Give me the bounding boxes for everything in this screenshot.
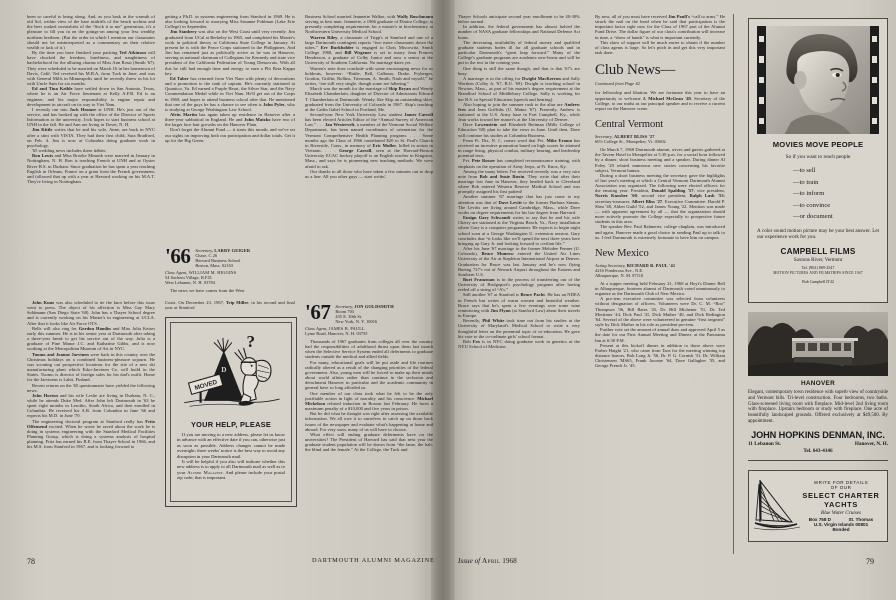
secretary-address-3: New York, N. Y. 10016 — [335, 319, 378, 324]
campbell-brand: CAMPBELL FILMS — [780, 246, 856, 256]
secretary-address-2: Harvard Business School — [195, 258, 241, 263]
paragraph: March was the month for the marriage of Skip Bryan and Wendy Elizabeth Chamberlain, daughter of Director of Admissions Edward T. Chamberlain at Dartmouth. Wendy, like Skip an outstanding skier, graduated from the University of Colorado in 1967. Skip's teaching at the Catlin Gabel School in Portland, Me. — [305, 86, 433, 112]
paragraph: John Kunz was also scheduled to tie the knot before this issue went to press. The object of his affection is Miss Gay Mary Soldmann (San Diego State '68). John has a Thayer School degree and is currently working on his Master's in engineering at UCLA. After that it looks like Air Force OTS. — [27, 300, 155, 326]
campbell-tagline: MOTION PICTURES AND FILMSTRIPS SINCE 1947 — [773, 271, 863, 276]
denman-city: Hanover, N. H. — [854, 440, 888, 447]
paragraph: At a supper meeting held February 21, 1968 at Hoyt's Dinner Bell in Albuquerque, fourteen alumni of Dartmouth voted unanimously to organize as the Dartmouth Club of New Mexico. — [595, 280, 725, 297]
paragraph: It will be helpful if you also will indicate whether this new address is to apply to all Dartmouth mail as well as to your Alumni Magazine. And please include your postal zip code; that is important. — [177, 459, 285, 481]
class-agent-info — [165, 270, 295, 285]
yacht-ad-layout — [754, 475, 882, 537]
club-heading-new-mexico: New Mexico — [595, 247, 649, 259]
sprocket-hole — [759, 118, 764, 125]
house-ad-body — [177, 432, 285, 481]
paragraph: In addition, the federal government has almost halved the number of NASA graduate fellowships and National Defense Act loans. — [458, 24, 580, 40]
sprocket-hole — [872, 77, 877, 84]
paragraph: Jim Stanbery was also on the West Coast until very recently. Jim graduated from UCal at Berkeley in 1965, and completed his Master's work in political theory at California State College in January. At present he is with the Peace Corps stationed in the Philippines. And Jim has remained just as politically active as he was in Hanover, serving as national chairman of Collegians for Kennedy and state vice president of the California Federation of Young Democrats. With all this he still had enough time and energy to earn a Phi Beta Kappa key. — [165, 29, 295, 76]
yacht-line-1: WRITE FOR DETAILS — [813, 480, 869, 485]
paragraph: Dave Lowenstein and Elizabeth Reitman (Mills College of Education '68) plan to take the vows in June. Until then, Dave will continue his studies at Columbia Business. — [458, 122, 580, 138]
right-col-2 — [595, 14, 725, 548]
cartoon-svg — [177, 328, 285, 418]
paragraph: One thing is still the same though, and that is that '67's are busy. — [458, 65, 580, 76]
class-secretary-info — [195, 247, 250, 268]
paragraph: Still another '67 at Stanford is Bruce Pacht. He has an NDEA in French but writes of warm women and beautiful weather. Bruce says that he's spent a few evenings over some wine reminiscing with Jim Flynn (at Stanford Law) about their travels in Europe. — [458, 292, 580, 319]
paragraph: been so careful to bring along. And, as you bask in the warmth of old Sol, within view of the bare midriffs of the beach urchins and the beer soaked sweatshirts of the “Sock it to me” generation, it's a pleasure to fill you in on the goings-on among your less wealthy northern brethren. (But the order in which I mention our classmates should not be misinterpreted as a commentary on their relative wealth or lack of it.) — [27, 14, 155, 50]
paragraph: A pro-tem executive committee was selected from volunteers without designation of officers. Volunteers were Dr. C. M. “Roo” Thompson '36, Bill Bates '45, Dr. Bill Michener '51, Dr. Ted Mortimer '44, Dick Paul '41, Dick Mather '40, and Dick Redington '64. Several of the above were volunteered in genuine “first sergeant” style by Dick Mather in his role as president pro-tem. — [595, 296, 725, 328]
secretary-label: Secretary, — [195, 248, 215, 253]
secretary-name: LARRY GEIGER — [214, 248, 251, 253]
john-hopkins-denman-advertisement — [748, 312, 888, 457]
secretary-address-2: 435 E. 30th St. — [335, 314, 363, 319]
secretary-name: JON GOLDSMITH — [354, 304, 394, 309]
paragraph: getting a Ph.D. in systems engineering from Stanford in 1969. He is also looking forward to marrying Miss Susanne Pohlman (Lake Erie College) in September. — [165, 14, 295, 30]
campbell-location: Saxtons River, Vermont — [793, 257, 843, 264]
filmstrip-photo-frame — [757, 26, 879, 134]
paragraph: Jim Kittle writes that he and his wife, Anne, are back in NYC after a stint with VISTA. They had their first child, Sara Bradford, on Feb. 4. Jim is now at Columbia doing graduate work in psychology. — [27, 127, 155, 148]
yacht-tagline: Blue Water Cruises — [820, 510, 862, 516]
agent-address-1: Lyme Road, Hanover, N. H. 03755 — [305, 331, 368, 336]
paragraph: Warren Riley, a classmate of Tripp's at Stanford and one of a large Dartmouth contingent reports “two more classmates down the tubes.” Erv Burkholder is engaged to Chris Miscowitz, Smith College 1968, and Bill Wegener is set to marry Jean Frances Henderson, a graduate of Colby Junior and now a senior at the University of Southern California. No marriage dates yet. — [305, 34, 433, 66]
class-header — [165, 247, 295, 268]
yacht-city: St. Thomas — [848, 517, 874, 522]
running-head-issue-label: Issue of — [458, 557, 482, 565]
class-header — [305, 303, 433, 324]
paragraph: Coast. On December 23, 1967, Trip Miller, in his second and final year at Stanford — [165, 300, 295, 311]
left-col-2 — [165, 14, 295, 246]
paragraph: Burt Franzman is in the process of transferring out of the University of Bridgeport's psychology program after having reeled off a string of “A's.” — [458, 276, 580, 293]
secretary-address: 60½ College St., Montpelier, Vt. 05602 — [595, 139, 666, 145]
paragraph: Warren's note does conclude with some encouraging news for us holdouts, however: “Battle, Bell, Calhoun, Drake, Fryberger, Gordon, Griffin, Rollins, Triesman, A. Smith, Nash and myself,” he writes, “are still very single, though some are faltering.” — [305, 65, 433, 87]
secretary-address-2: Albuquerque, N. M. 87110 — [595, 272, 644, 278]
campbell-bullet: —to convince — [793, 201, 831, 209]
yacht-box: Box 758 D — [808, 517, 831, 522]
class-year: '66 — [165, 247, 191, 268]
paragraph: Ed and Tina Keible have settled down in San Antonio, Texas, where he is an Air Force lieutenant at Kelly A.F.B. Ed is an engineer, and his major responsibility is engine repair and development in aircraft on its way to Viet Nam. — [27, 86, 155, 107]
paragraph: Ensign Gary Schwandt writes to say that he and his wife Cherry are stationed at the Virginia Beach, Va., Navy installation where Gary is a computer programmer. He expects to begin night school soon at a George Washington U. extension session. Gary concludes that “it looks like we'll spend the next three years here bringing up Gary Jr. and looking forward to civilian life.” — [458, 215, 580, 246]
paragraph: From Ft. Dix, N. J., comes word that Pvt. Mike Eramo has received an incentive promotion based on high scores he attained in range firing, physical combat, military bearing, and leadership potential tests. — [458, 137, 580, 159]
paragraph: I recently ran into Jock Hosmer at UNH. He's just out of the service, and has hooked up with the office of the Director of Sports Information at the university. Jock hopes to start business school at UNH in the fall. He and Ann are living in Dover, N. H. — [27, 106, 155, 128]
svg-text:D: D — [221, 366, 227, 375]
paragraph: Ed Taber has returned from Viet Nam with plenty of decorations and a promotion to the rank of captain. He's currently stationed at Quantico, Va. Ed earned a Purple Heart, the Silver Star, and the Navy Commendation Medal while in Viet Nam. He'll get out of the Corps in 1969, and hopes to attend business school after that. He mentioned that one of the guys he has a chance to see often is John Pyles, who is studying at George Washington Law School. — [165, 75, 295, 112]
class-of-1966-block — [165, 247, 295, 307]
advertisement-column-rule — [733, 14, 734, 554]
paragraph: Among the many letters I've received recently was a very nice note from Bob and Susie Ruxin. They write that after their marriage last June in Hanover, they headed back to Cleveland where Bob entered Western Reserve Medical School and was promptly assigned his first patient! — [458, 168, 580, 195]
campbell-headline: MOVIES MOVE PEOPLE — [772, 140, 864, 149]
svg-text:MOVED: MOVED — [193, 378, 219, 392]
select-charter-yachts-advertisement — [748, 470, 888, 542]
sprocket-hole — [759, 97, 764, 104]
yacht-ad-copy — [800, 480, 882, 532]
agent-name: WILLIAM M. HIGGINS — [188, 270, 237, 275]
sprocket-hole — [872, 118, 877, 125]
sailboat-svg — [754, 478, 800, 534]
class-of-1967-block — [305, 303, 433, 548]
denman-address-line — [748, 441, 888, 447]
folio-page-78: 78 — [27, 557, 35, 566]
filmstrip-sprockets-left — [757, 26, 766, 134]
agent-label: Class Agent, — [305, 326, 329, 331]
club-heading-central-vermont: Central Vermont — [595, 119, 664, 131]
paragraph: '65 wedding news includes these tidbits: — [32, 148, 107, 154]
paragraph: The news we have comes from the West — [170, 288, 245, 293]
paragraph: Don't forget the Alumni Fund — it starts this month, and we've set our sights on improving both our participation and dollar totals. Get it up for the Big Green. — [165, 127, 295, 143]
sprocket-hole — [759, 36, 764, 43]
paragraph: Ron Lewis and Miss Brooke Minarik were married in January in Nottingham, N. H. Ron is teaching French at UNH and at Oyster River H.S. in Durham. Since graduation he has spent a year teaching English in Orleans, France on a grant from the French government, and followed that up with a year at Harvard working on his M.A.T. They're living in Nottingham. — [27, 153, 155, 184]
paragraph: This show of support will be much easier to obtain if the number of class agents is large. So let's pitch in and get this very important task done. — [595, 39, 725, 56]
left-col-1-lower — [27, 300, 155, 548]
house-ad-title: YOUR HELP, PLEASE — [190, 420, 272, 429]
book-gutter — [431, 0, 455, 600]
house-photo-svg — [748, 312, 888, 376]
paragraph: Bells will also ring for Gordon Hamlin and Miss Julia Keiser early this summer. He is in his senior year at Dartmouth after taking a three-year break to get his service out of the way. Julia is a graduate of Pine Manor J.C. and Katharine Gibbs, and is now working at the Metropolitan Museum of Art in NYC. — [27, 325, 155, 352]
denman-street: 11 Lebanon St. — [748, 440, 782, 447]
sprocket-hole — [759, 56, 764, 63]
denman-listing-title: HANOVER — [800, 380, 836, 387]
paragraph: Recently, Phil White took time out from his studies at the University of Maryland's Medical School to write a very thoughtful letter on the perennial topic of co-education. He gave his vote to the co-ordinate girls' school format. — [458, 318, 580, 339]
indian-teepee-cartoon — [177, 328, 285, 418]
paragraph: Another summer '67 marriage that has just come to my attention was that of Dave Levitt to the former Barbara Simms. The Levitts are living around Cambridge, Mass., while Dave works on degree requirements for his law degree from Harvard. — [458, 194, 580, 215]
paragraph: The decreasing availability of federal money and qualified graduate students bodes ill for all graduate schools and in particular Dartmouth's “great leap forward.” Many of the College's graduate programs are academic new-borns and will be put to the test in the coming year. — [458, 39, 580, 66]
paragraph: But he did what he thought was right after assessing the available information. We all owe it to ourselves to catch up on those back issues of the newspaper and evaluate what's happening at home and abroad. For very soon, many of us will have to choose. — [305, 411, 433, 432]
secretary-address-1: 4216 Ponderosa Ave., N.E. — [595, 267, 644, 273]
paragraph: Second-year New York University Law student James Carroll has been elected Articles Editor of the “Annual Survey of American Law.” . . . Jan Westervelt, a member of the Vermont Social Welfare Department, has been named coordinator of orientation for the Vermont Comprehensive Health Planning program. . . . Some months ago the Class of 1966 contributed $20 to St. Paul's Church in Riverside, Conn., in memory of Eric Muller, killed in action in Vietnam. . . . George Carroll, seen at the Harvard-Boston University ECAC hockey playoff is an English teacher in Kingston, Mass., and says he is pioneering new teaching methods. We were afraid to ask. — [305, 111, 433, 169]
campbell-bullet: —to sell — [793, 167, 816, 174]
paragraph: On March 7, 1968 Dartmouth alumni, wives and guests gathered at the Tavern Hotel in Montpelier at 5:30 p.m. for a social hour followed by a dinner, short business meeting and a speaker. During dinner Al Foley '20 related numerous new stories concerning his favorite subject, Vermont humor. — [595, 147, 725, 173]
paragraph: By the time you have finished your packing Ted Atkinson will have chucked the freedom, loneliness, and naughtiness of bachelorhood for the alluring charms of Miss Ann Rossi (Smith '67). They were scheduled to be married on March 16 in her hometown of Davis, Calif. Ted received his M.B.A. from Tuck in June, and was with General Mills in Minneapolis until he recently threw in his lot with Uncle Sam for six months. — [27, 50, 155, 87]
yacht-region: U.S. Virgin Islands 00801 — [813, 522, 869, 527]
paragraph: By now, all of you must have received Jim Paull's “call to arms.” He struck the nail on the head when he said that participation is the important factor right now for the Class of 1967 part of the Alumni Fund Drive. The dollar figure of our class's contribution will increase in time, a “show of hands” is what is important currently. — [595, 14, 725, 40]
paragraph: One member of our class took what he felt to be the only justifiable action in light of morality and his conscience. Michael Mickelson refused induction in Boston last February. He faces a maximum penalty of a $10,000 and five years in prison. — [305, 390, 433, 412]
secretary-label: Secretary, — [595, 134, 614, 140]
paragraph: for fellowship and libation. We are fortunate this year to have an opportunity to welcome J. Michael McGean '49, Secretary of the College, to our midst as our principal speaker and to receive a current report on the Hanover scene. — [595, 90, 725, 111]
denman-listing-body: Elegant, contemporary town residence with superb view of countryside and Vermont hills. Tri-level construction. Four bedrooms, two baths. Glass-screened living room with fireplace. Mid-level 2nd living room with fireplace. Upstairs bedroom or study with fireplace. One acre of beautifully landscaped grounds. Offered exclusively at $49,500. By appointment. — [748, 390, 888, 424]
sprocket-hole — [759, 77, 764, 84]
campbell-bullet: —to inform — [793, 190, 825, 197]
campbell-films-advertisement — [748, 18, 888, 303]
boy-portrait-svg — [766, 26, 870, 134]
paragraph: Further vote set the amount of annual dues and approved April 5 as the date for our First Annual Meeting and Dinner, at the Panorama Inn at 6:30 P.M. — [595, 327, 725, 343]
svg-text:?: ? — [246, 331, 256, 351]
paragraph: Bob Fox is in NYC doing graduate work in genetics at the NYU School of Medicine. — [458, 338, 580, 349]
running-head-right — [458, 557, 517, 565]
secretary-address-1: Room 703 — [335, 309, 355, 314]
campbell-tail-copy: A color sound motion picture may be your best answer. Let our experience work for you. — [757, 227, 879, 240]
agent-label: Class Agent, — [165, 270, 189, 275]
denman-telephone: Tel. 643-4146 — [803, 448, 833, 455]
left-col-1 — [27, 14, 155, 314]
campbell-lead: So if you want to reach people — [785, 154, 851, 160]
paragraph: If you are moving to a new address, please let us know in advance with an effective date if you can, otherwise just as soon as possible. Address changes cannot be made overnight; three weeks' notice is the best way to avoid any disruption in your Dartmouth mail. — [177, 432, 285, 459]
paragraph: Business School married Jeannette Walker, with Wally Buschmann serving as best man. Jeannette, a 1966 graduate of Elmira College, is presently completing requirements for a master's in biochemistry at Northwestern University Medical School. — [305, 14, 433, 35]
yacht-line-3: SELECT CHARTER — [802, 491, 880, 500]
photo-of-boy — [766, 26, 870, 134]
campbell-bullet: —or document — [793, 213, 833, 220]
paragraph: Also hoping to join the summer rush to the altar are Andrew Ives and Jean Griffiths (U. Maine '67). Presently, Andrew is stationed at the U.S. Army base in Fort Campbell, Ky., while Jean works toward her master's at the University of Denver. — [458, 101, 580, 123]
secretary-label: Acting Secretary, — [595, 262, 627, 268]
folio-page-79: 79 — [866, 557, 874, 566]
sprocket-hole — [872, 36, 877, 43]
filmstrip-sprockets-right — [870, 26, 879, 134]
running-head-month: April — [481, 557, 501, 565]
paragraph: John Horton and his wife Leslie are living in Durham, N. C., while he attends Duke Med. After John left Dartmouth in '63 he spent eight months in Lesotho, South Africa, and then enrolled in Columbia. He received his A.B. from Columbia in June '66 and expects his M.D. in June '70. — [27, 392, 155, 419]
paragraph: Thousands of 1967 graduates from colleges all over the country had the responsibilities of adulthood thrust upon them last month when the Selective Service System ended all deferments to graduate students outside the medical and allied fields. — [305, 339, 433, 360]
agent-address-2: West Lebanon, N. H. 03784 — [165, 280, 215, 285]
secretary-address-3: Boston, Mass. 02163 — [195, 263, 234, 268]
club-news-heading: Club News— — [595, 62, 676, 79]
secretary-name: ALBERT BLISS '27 — [613, 134, 655, 140]
paragraph: The speaker Rev. Paul Rahmeier, college chaplain, was introduced and again, Hanover made a good choice in sending Paul up to talk to us. I feel Dartmouth is extremely fortunate to have him on campus. — [595, 224, 725, 240]
paragraph: After his June '67 marriage to the former Melodee Penner (U. Colorado), Bruce Munrow entered the United Air Lines University of the Air at Stapleton International Airport in Denver. Graduation for Bruce was last January and he's now flying Boeing 727's out of Newark Airport throughout the Eastern and Southern U.S. — [458, 246, 580, 277]
campbell-signature: Bob Campbell D'42 — [802, 279, 834, 285]
yacht-bonded: Bonded — [832, 527, 850, 532]
agent-name: JAMES B. PAULL — [328, 326, 365, 331]
left-col-2-lower — [165, 300, 295, 316]
paragraph: Tuomo and Joanne Jarvinen were back in this country over the Christmas holidays on a combined business-pleasure sojourn. He was scouting out prospective locations for the site of a new ski manufacturing plant which Esko-Jarvinen Co. will build in the States. Tuomo is director of foreign sales for his dad's outfit. Home for the Jarvinens is Lahti, Finland. — [27, 351, 155, 383]
secretary-label: Secretary, — [335, 304, 355, 309]
paragraph: Alvin Martin has again taken up residence in Hanover after a three-year sabbatical in England. He and John Matzko have two of the larger face hair growths on the Hanover Plain. — [165, 111, 295, 128]
paragraph: During a short business meeting the secretary gave the highlights of last year's meeting at which a Central Vermont Dartmouth Alumni Association was organized. The following were elected officers for the ensuing year: President, Donald Spalding '57; vice president, Norris Knosher '60; second vice president, Ralph Lash '53; secretary-treasurer, Albert Bliss '27. Executive Committee: Harold P. Shea '48, Alden Guild '52, and James Young '22. Mention was made — with apparent agreement by all — that the organization should more actively promote the College especially to prospective future students in this area. — [595, 172, 725, 225]
paragraph: Thayer Schools anticipate second year enrollment to be 20-30% below normal. — [458, 14, 580, 25]
agent-address-1: 54 Sachem Village, R.F.D. — [165, 275, 213, 280]
paragraph: Our thanks to all those who have taken a few minutes out to drop us a line. All you other guys — start writin'. — [305, 168, 433, 179]
sprocket-hole — [872, 56, 877, 63]
yacht-line-2: OF OUR — [830, 485, 852, 490]
club-secretary-info — [595, 262, 725, 278]
club-secretary-info — [595, 133, 725, 144]
house-ad-inner-frame — [170, 322, 292, 502]
campbell-bullet: —to train — [793, 178, 819, 186]
running-head-year: 1968 — [500, 557, 517, 565]
campbell-telephone: Tel. (802) 869-2547 — [801, 264, 835, 270]
sprocket-hole — [872, 97, 877, 104]
paragraph: The engineering doctoral program at Stanford really has Fritz Offensend excited. When he wrote he raved about the work he is doing in systems engineering with the Stanford Medical Facilities Planning Group, which is doing a systems analysis of hospital planning. Fritz has earned his B.E. from Thayer School in 1966, and his M.S. from Stanford in 1967, and is looking forward to — [27, 418, 155, 450]
right-col-1 — [458, 14, 580, 548]
class-agent-info — [305, 326, 433, 336]
paragraph: Recent returns on the '65 questionnaire have yielded the following news: — [27, 382, 155, 393]
class-secretary-info — [335, 303, 393, 324]
ad-divider-rule — [748, 460, 888, 461]
secretary-name: RICHARD B. PAUL '41 — [626, 262, 676, 268]
paragraph: What effect will ending graduate deferments have on the universities? The President of Harvard has said that next year the graduate student population will be drawn from “the lame, the halt, the blind and the female.” At the College, the Tuck and — [305, 431, 433, 453]
left-col-3 — [305, 14, 433, 300]
photo-of-house — [748, 312, 888, 376]
class-year: '67 — [305, 303, 331, 324]
paragraph: Present at this kickoff dinner in addition to those above were Furber Haight '21, who came from Taos for the meeting winning top distance honors, Bob Long Jr. '56, Dr. P. G. Cornish '31, Dr. William Christensen 'MS65, Frank Jacome '64, Dave Gallagher '35, and George French Jr. '45. — [595, 342, 725, 369]
secretary-address-1: Chase, C 26 — [195, 253, 218, 258]
yacht-line-4: YACHTS — [824, 500, 858, 509]
your-help-please-house-ad — [165, 317, 297, 507]
paragraph: A marriage is in the offing for Dwight MacKerron and Sally Worthen (Colby Jr. '67, B.U. '69). Dwight is teaching school in Newton, Mass., as part of his master's degree requirement at the Breadloaf School of Middlebury College. Sally is working for her B.S. in Special Education (speech and hearing). — [458, 75, 580, 102]
continued-from-note: Continued from Page 42 — [595, 81, 640, 87]
paragraph: Pvt. Pete Rosser has completed reconnaissance training, with emphasis on the operation of Army Jeeps, at Ft. Knox, Ky. — [458, 158, 580, 169]
denman-brand: JOHN HOPKINS DENMAN, INC. — [751, 429, 885, 440]
sailboat-illustration — [754, 478, 800, 534]
paragraph: For many, educational goals will be put aside and life routines radically altered as a result of the changing priorities of the federal government. Also, young men will be forced to make up their minds about world affairs rather than continue in the seclusion and detachment Hanover in particular and the academic community in general have so long afforded us. — [305, 359, 433, 391]
running-head-left: DARTMOUTH ALUMNI MAGAZINE — [312, 557, 435, 564]
